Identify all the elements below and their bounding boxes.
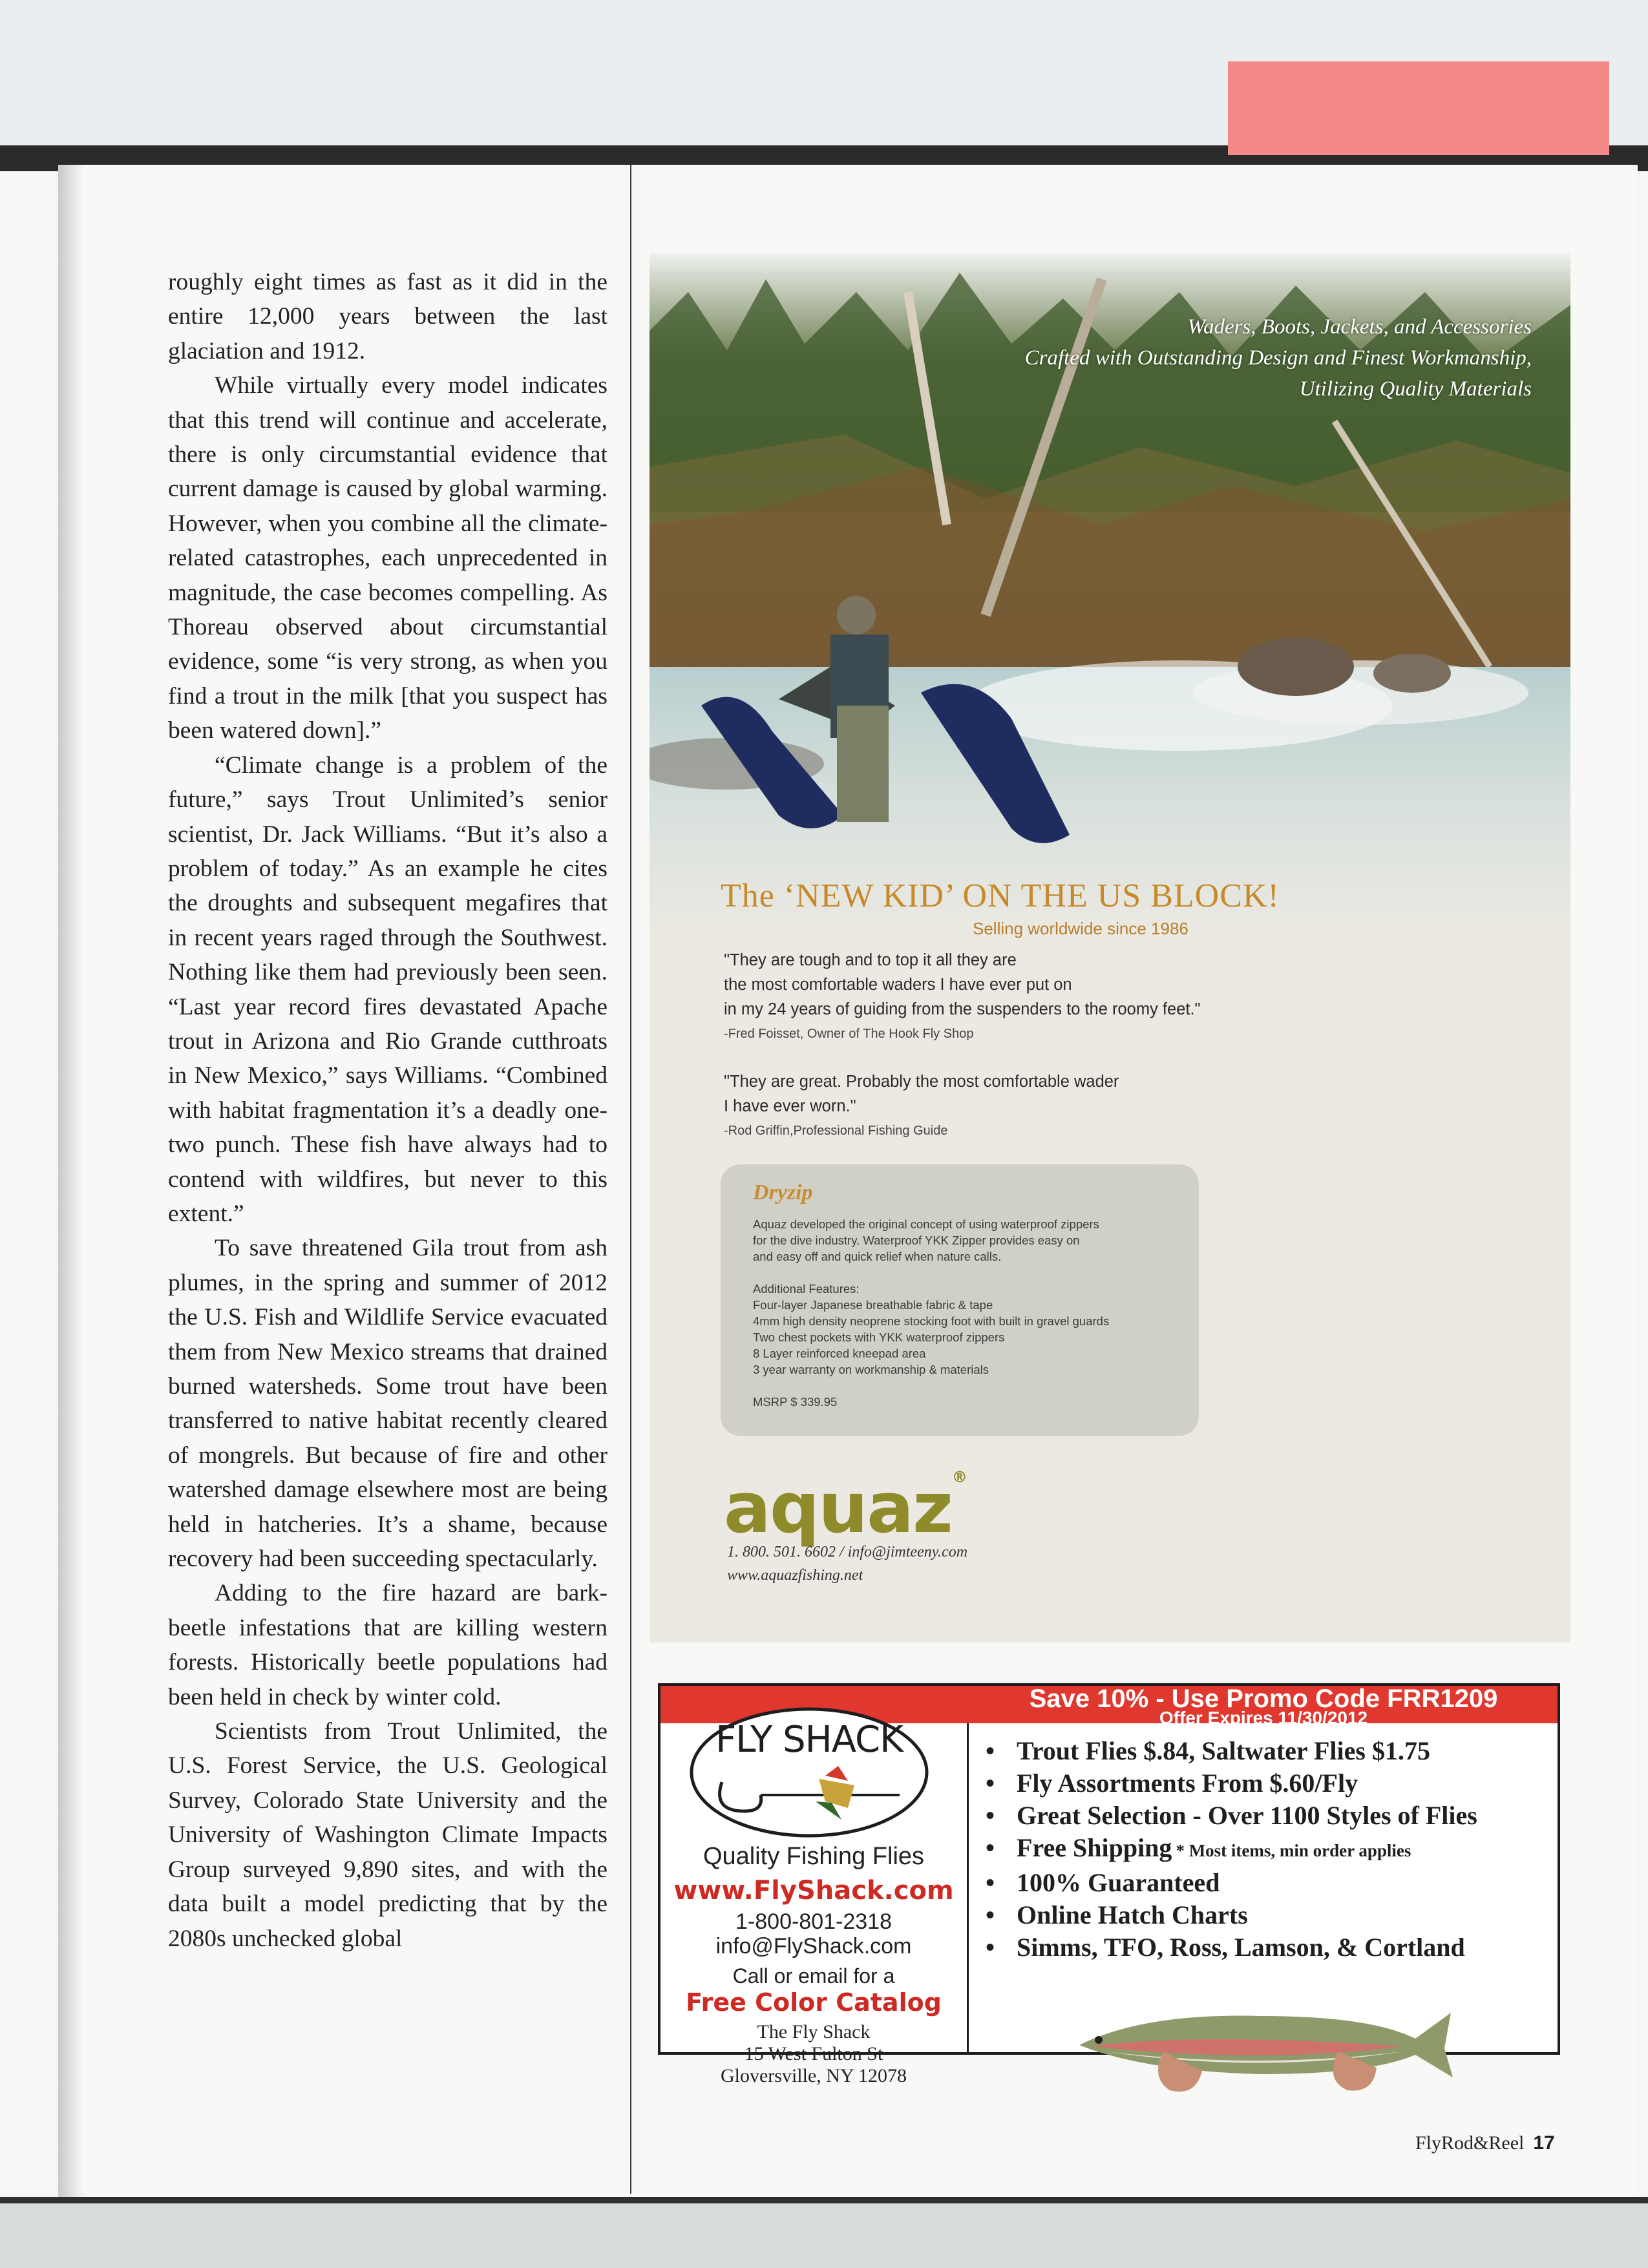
testimonial-author: -Rod Griffin,Professional Fishing Guide — [724, 1124, 948, 1138]
tagline-line: Waders, Boots, Jackets, and Accessories — [1187, 315, 1532, 339]
ad-since-line: Selling worldwide since 1986 — [973, 919, 1188, 938]
feature-item: Two chest pockets with YKK waterproof zippers — [753, 1330, 1005, 1344]
page-folio — [1415, 2132, 1555, 2154]
aquaz-phone-email: 1. 800. 501. 6602 / info@jimteeny.com — [727, 1544, 968, 1560]
page-number: 17 — [1533, 2132, 1555, 2154]
bullet-dot: • — [986, 1833, 995, 1862]
magazine-name: FlyRod&Reel — [1415, 2132, 1525, 2154]
bullet-item — [986, 1767, 1554, 1800]
bullet-text: Trout Flies $.84, Saltwater Flies $1.75 — [1017, 1736, 1430, 1765]
aquaz-logo — [724, 1468, 966, 1549]
ad-headline: The ‘NEW KID’ ON THE US BLOCK! — [721, 877, 1280, 914]
column-rule — [630, 165, 631, 2194]
article-paragraph: To save threatened Gila trout from ash plumes, in the spring and summer of 2012 the U.S. Fish and Wildlife Service evacuated them from New Mexico streams that drained burned watersheds. Some trout have been transferred to native habitat recently cleared of mongrels. But because of fire and other watershed damage elsewhere most are being held in hatcheries. It’s a shame, because recovery had been succeeding spectacularly. — [168, 1235, 607, 1573]
address-line: Gloversville, NY 12078 — [720, 2065, 907, 2086]
testimonial-1 — [724, 948, 1201, 1046]
msrp-price: MSRP $ 339.95 — [753, 1395, 838, 1409]
article-paragraph: “Climate change is a problem of the future,” says Trout Unlimited’s senior scientist, Dr. Jack Williams. “But it’s also a problem of today.” As an example he cites the droughts and subsequent megafires that in recent years raged through the Southwest. Nothing like them had previously been seen. “Last year record fires devastated Apache trout in Arizona and Rio Grande cutthroats in New Mexico,” says Williams. “Combined with habitat fragmentation it’s a deadly one-two punch. These fish have always had to contend with wildfires, but never to this extent.” — [168, 751, 607, 1227]
address-line: 15 West Fulton St — [744, 2043, 883, 2064]
feature-item: Four-layer Japanese breathable fabric & tape — [753, 1298, 993, 1312]
aquaz-ad — [650, 253, 1570, 1643]
bullet-dot: • — [986, 1801, 995, 1830]
article-paragraph: Adding to the fire hazard are bark-beetle infestations that are killing western forests. Historically beetle populations had been held in check by winter cold. — [168, 1580, 607, 1710]
bullet-text: Simms, TFO, Ross, Lamson, & Cortland — [1017, 1933, 1465, 1962]
testimonial-line: I have ever worn." — [724, 1097, 856, 1115]
flyshack-logo-text: FLY SHACK — [715, 1719, 903, 1761]
bullet-text: Fly Assortments From $.60/Fly — [1017, 1769, 1358, 1798]
testimonial-line: in my 24 years of guiding from the suspenders to the roomy feet." — [724, 1000, 1201, 1018]
aquaz-contact — [727, 1540, 967, 1587]
feature-item: 8 Layer reinforced kneepad area — [753, 1347, 926, 1360]
bullet-item — [986, 1832, 1554, 1867]
address-line: The Fly Shack — [757, 2021, 871, 2042]
feature-item: 4mm high density neoprene stocking foot with built in gravel guards — [753, 1314, 1110, 1328]
tagline-line: Utilizing Quality Materials — [1299, 377, 1532, 401]
bullet-item — [986, 1800, 1554, 1832]
dryzip-title: Dryzip — [753, 1181, 813, 1204]
features-heading: Additional Features: — [753, 1282, 860, 1296]
ad-tagline — [885, 311, 1532, 404]
aquaz-logo-text: aquaz — [724, 1468, 952, 1549]
testimonial-line: "They are tough and to top it all they are — [724, 951, 1017, 969]
bullet-dot: • — [986, 1868, 995, 1897]
article-paragraph: roughly eight times as fast as it did in the entire 12,000 years between the last glaciation and 1912. — [168, 269, 607, 364]
bullet-item — [986, 1735, 1554, 1767]
flyshack-column-divider — [967, 1723, 969, 2052]
feature-item: 3 year warranty on workmanship & materials — [753, 1363, 989, 1376]
flyshack-email[interactable]: info@FlyShack.com — [715, 1934, 912, 1958]
flyshack-phone: 1-800-801-2318 — [735, 1909, 892, 1934]
dryzip-text — [753, 1216, 1179, 1410]
bullet-item — [986, 1899, 1554, 1931]
bullet-text: Free Shipping — [1017, 1833, 1172, 1862]
bullet-item — [986, 1931, 1554, 1964]
bullet-dot: • — [986, 1933, 995, 1962]
bullet-dot: • — [986, 1900, 995, 1929]
dryzip-intro-line: for the dive industry. Waterproof YKK Zipper provides easy on — [753, 1234, 1080, 1247]
flyshack-expires-text: Offer Expires 11/30/2012 — [1159, 1708, 1368, 1728]
flyshack-quality: Quality Fishing Flies — [703, 1843, 925, 1870]
testimonial-author: -Fred Foisset, Owner of The Hook Fly Shop — [724, 1027, 974, 1041]
testimonial-line: "They are great. Probably the most comfortable wader — [724, 1073, 1119, 1091]
bullet-item — [986, 1867, 1554, 1899]
testimonial-line: the most comfortable waders I have ever put on — [724, 976, 1072, 994]
article-paragraph: While virtually every model indicates that this trend will continue and accelerate, there is only circumstantial evidence that current damage is caused by global warming. However, when you combine all the climate-related catastrophes, each unprecedented in magnitude, the case becomes compelling. As Thoreau observed about circumstantial evidence, some “is very strong, as when you find a trout in the milk [that you suspect has been watered down].” — [168, 372, 607, 744]
dryzip-intro-line: Aquaz developed the original concept of using waterproof zippers — [753, 1217, 1099, 1231]
flyshack-call-prompt: Call or email for a — [732, 1964, 895, 1988]
flyshack-promo-text: Save 10% - Use Promo Code FRR1209 — [1029, 1685, 1498, 1713]
bullet-text: Great Selection - Over 1100 Styles of Flies — [1017, 1801, 1477, 1830]
aquaz-website: www.aquazfishing.net — [727, 1567, 863, 1584]
bullet-dot: • — [986, 1769, 995, 1798]
article-paragraph: Scientists from Trout Unlimited, the U.S. Forest Service, the U.S. Geological Survey, Colorado State University and the University of Washington Climate Impacts Group surveyed 9,890 sites, and with the data built a model predicting that by the 2080s unchecked global — [168, 1718, 607, 1952]
registered-mark: ® — [951, 1468, 966, 1486]
bullet-dot: • — [986, 1736, 995, 1765]
flyshack-address — [660, 2021, 967, 2087]
scan-bottom-edge — [0, 2197, 1648, 2268]
bullet-text: 100% Guaranteed — [1017, 1868, 1220, 1897]
article-column — [168, 265, 607, 1956]
bullet-text: Online Hatch Charts — [1017, 1900, 1248, 1929]
flyshack-bullets — [986, 1735, 1554, 1964]
flyshack-free-catalog: Free Color Catalog — [686, 1988, 942, 2017]
shipping-note: * Most items, min order applies — [1176, 1841, 1411, 1860]
rainbow-trout-image — [1066, 1987, 1454, 2097]
dryzip-intro-line: and easy off and quick relief when nature calls. — [753, 1250, 1002, 1263]
sticky-note — [1228, 61, 1609, 155]
dryzip-feature-box — [721, 1164, 1199, 1436]
testimonial-2 — [724, 1069, 1119, 1143]
gutter-shadow — [58, 165, 84, 2200]
tagline-line: Crafted with Outstanding Design and Finest Workmanship, — [1024, 346, 1532, 370]
flyshack-website-link[interactable]: www.FlyShack.com — [673, 1876, 954, 1906]
